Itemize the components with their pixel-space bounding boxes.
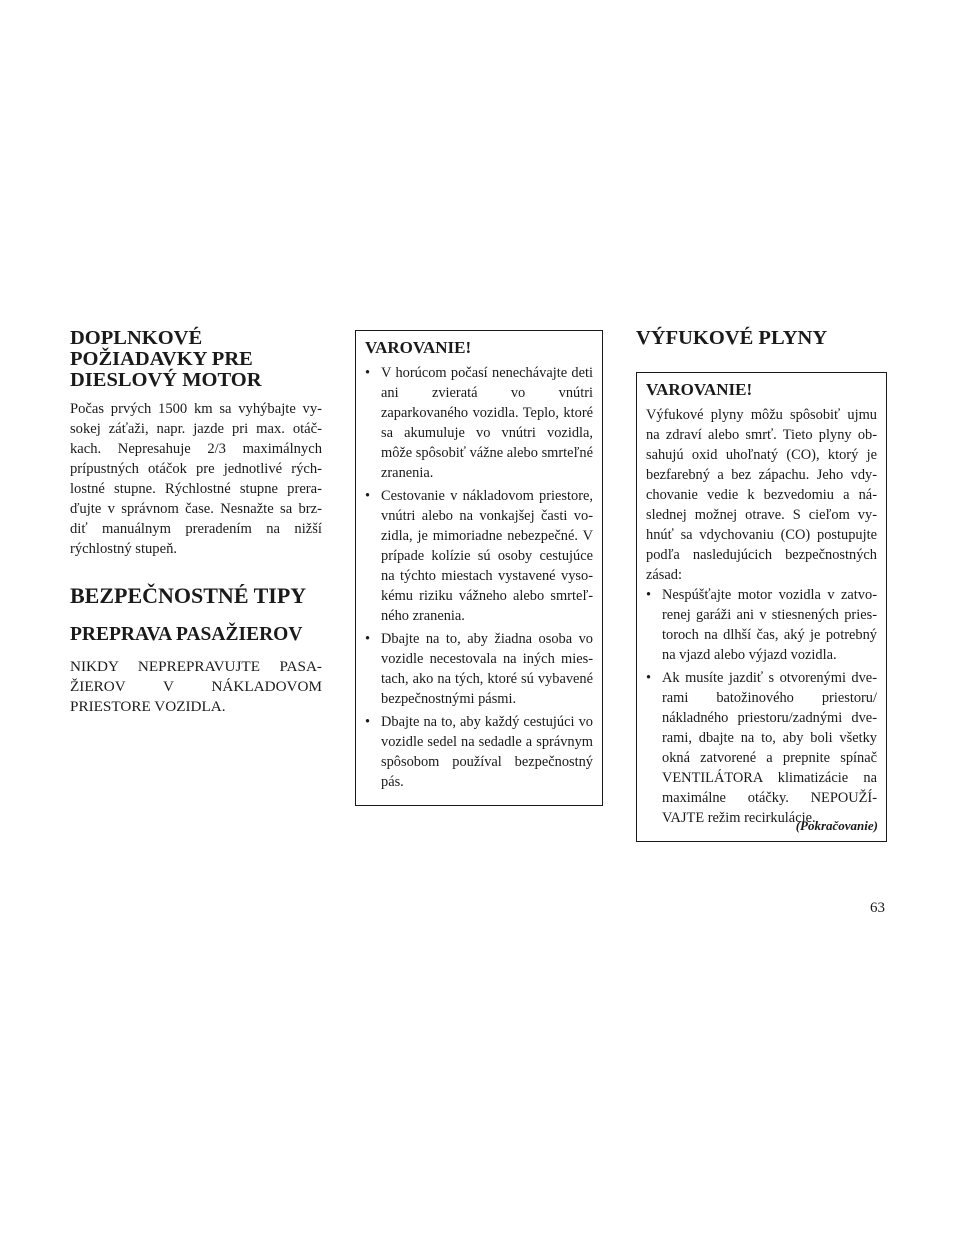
middle-column [355, 330, 602, 806]
bullet-text: Dbajte na to, aby žiadna osoba vo vozidle necestovala na iných mies-tach, ako na tých, ktoré sú vybavené bezpečnostnými pásmi. [381, 631, 593, 707]
bullet-text: Cestovanie v nákladovom priestore, vnútri alebo na vonkajšej časti vo-zidla, je mimoriadne nebezpečné. V prípade kolízie sú osoby cestujúce na týchto miestach vystavené vyso-kému riziku vážneho alebo smrteľ-ného zranenia. [381, 488, 593, 624]
warning-title: VAROVANIE! [365, 338, 472, 357]
diesel-requirements-heading: DOPLNKOVÉ POŽIADAVKY PRE DIESLOVÝ MOTOR [70, 327, 262, 391]
warning-bullet [365, 486, 593, 626]
bullet-mark: • [365, 488, 371, 504]
bullet-text: Nespúšťajte motor vozidla v zatvo-renej garáži ani v stiesnených pries-toroch na dlhší čas, aký je potrebný na vjazd alebo výjazd vozidla. [662, 587, 877, 663]
warning-bullet [365, 712, 593, 792]
passenger-transport-heading: PREPRAVA PASAŽIEROV [70, 624, 303, 645]
warning-bullet [646, 668, 877, 828]
warning-bullet [365, 363, 593, 483]
warning-intro: Výfukové plyny môžu spôsobiť ujmu na zdraví alebo smrť. Tieto plyny ob-sahujú oxid uhoľnatý (CO), ktorý je bezfarebný a bez zápachu. Jeho vdy-chovanie vedie k bezvedomiu a ná-slednej možnej otrave. S cieľom vy-hnúť sa vdychovaniu (CO) postupujte podľa nasledujúcich bezpečnostných zásad: [646, 407, 877, 583]
bullet-text: Ak musíte jazdiť s otvorenými dve-rami batožinového priestoru/ nákladného priestoru/zadnými dve-rami, dbajte na to, aby boli všetky okná zatvorené a prepnite spínač VENTILÁTORA klimatizácie na maximálne otáčky. NEPOUŽÍ-VAJTE režim recirkulácie. [662, 670, 877, 826]
passenger-transport-warning: NIKDY NEPREPRAVUJTE PASA-ŽIEROV V NÁKLADOVOM PRIESTORE VOZIDLA. [70, 658, 322, 715]
exhaust-gases-heading: VÝFUKOVÉ PLYNY [636, 327, 828, 349]
page-number: 63 [870, 900, 885, 916]
bullet-text: V horúcom počasí nenechávajte deti ani zvieratá vo vnútri zaparkovaného vozidla. Teplo, ktoré sa akumuluje vo vnútri vozidla, môže spôsobiť vážne alebo smrteľné zranenia. [381, 365, 593, 481]
continuation-note: (Pokračovanie) [795, 818, 878, 833]
bullet-text: Dbajte na to, aby každý cestujúci vo vozidle sedel na sedadle a správnym spôsobom používal bezpečnostný pás. [381, 714, 593, 790]
warning-box-exhaust [636, 372, 887, 842]
warning-bullet [365, 629, 593, 709]
bullet-mark: • [365, 714, 371, 730]
bullet-mark: • [646, 587, 652, 603]
warning-title: VAROVANIE! [646, 380, 753, 399]
warning-bullet [646, 585, 877, 665]
warning-bullet-list [646, 585, 877, 828]
safety-tips-heading: BEZPEČNOSTNÉ TIPY [70, 583, 307, 608]
warning-bullet-list [365, 363, 593, 792]
diesel-requirements-paragraph: Počas prvých 1500 km sa vyhýbajte vy-sokej záťaži, napr. jazde pri max. otáč-kach. Nepresahuje 2/3 maximálnych prípustných otáčok pre jednotlivé rých-lostné stupne. Rýchlostné stupne prera-ďujte v správnom čase. Nesnažte sa brz-diť manuálnym preradením na nižší rýchlostný stupeň. [70, 401, 322, 557]
right-column [636, 326, 886, 842]
left-column [70, 328, 322, 717]
bullet-mark: • [365, 365, 371, 381]
bullet-mark: • [646, 670, 652, 686]
bullet-mark: • [365, 631, 371, 647]
warning-box-passengers [355, 330, 603, 806]
